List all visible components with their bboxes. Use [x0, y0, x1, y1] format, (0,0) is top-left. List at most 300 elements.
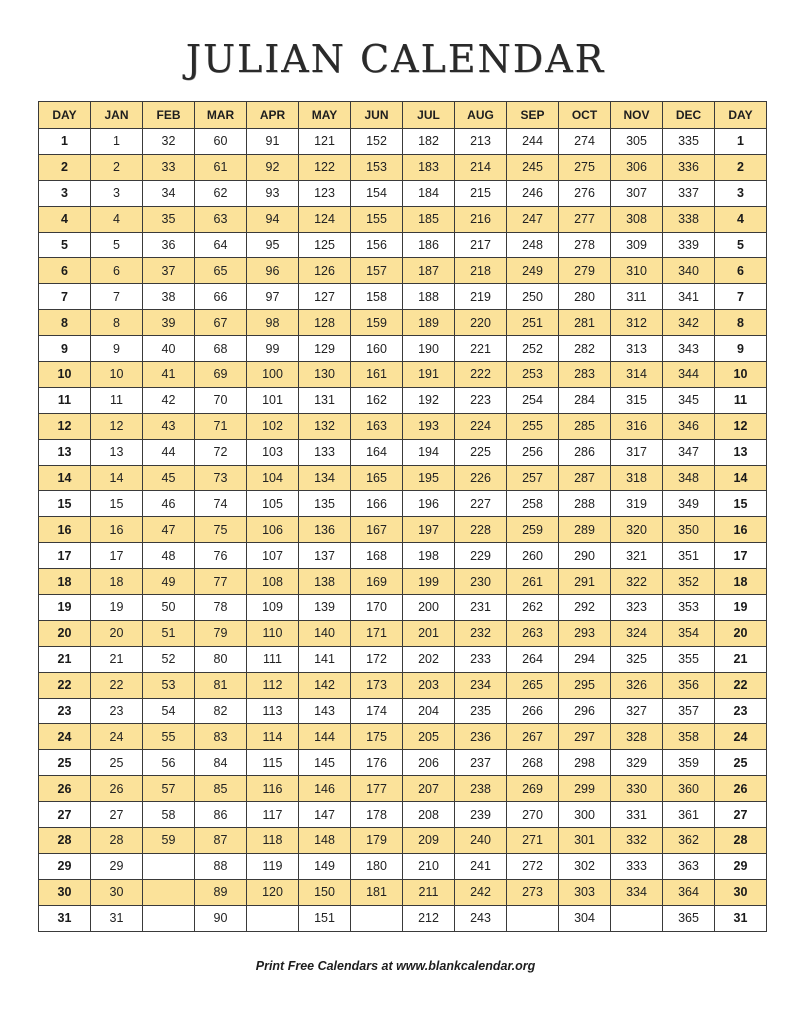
julian-day-cell: 283 — [559, 362, 611, 388]
julian-day-cell: 106 — [247, 517, 299, 543]
julian-day-cell: 21 — [91, 646, 143, 672]
julian-day-cell: 137 — [299, 543, 351, 569]
table-row — [39, 284, 767, 310]
julian-day-cell: 345 — [663, 387, 715, 413]
julian-day-cell: 118 — [247, 828, 299, 854]
julian-day-cell: 28 — [91, 828, 143, 854]
julian-day-cell: 313 — [611, 336, 663, 362]
julian-day-cell: 253 — [507, 362, 559, 388]
day-number-cell: 13 — [39, 439, 91, 465]
julian-day-cell: 22 — [91, 672, 143, 698]
julian-day-cell: 104 — [247, 465, 299, 491]
julian-day-cell: 24 — [91, 724, 143, 750]
julian-day-cell: 107 — [247, 543, 299, 569]
julian-day-cell: 268 — [507, 750, 559, 776]
day-number-cell: 30 — [715, 879, 767, 905]
julian-day-cell: 13 — [91, 439, 143, 465]
julian-day-cell: 362 — [663, 828, 715, 854]
day-number-cell: 29 — [715, 853, 767, 879]
julian-day-cell: 271 — [507, 828, 559, 854]
julian-day-cell: 196 — [403, 491, 455, 517]
header-row — [39, 102, 767, 129]
julian-day-cell: 276 — [559, 180, 611, 206]
julian-day-cell: 258 — [507, 491, 559, 517]
column-header-month: JAN — [91, 102, 143, 129]
julian-day-cell: 161 — [351, 362, 403, 388]
column-header-day: DAY — [39, 102, 91, 129]
table-row — [39, 879, 767, 905]
day-number-cell: 25 — [39, 750, 91, 776]
julian-day-cell: 29 — [91, 853, 143, 879]
julian-day-cell: 251 — [507, 310, 559, 336]
julian-day-cell: 254 — [507, 387, 559, 413]
julian-day-cell: 319 — [611, 491, 663, 517]
day-number-cell: 9 — [39, 336, 91, 362]
julian-day-cell: 135 — [299, 491, 351, 517]
julian-day-cell: 157 — [351, 258, 403, 284]
julian-day-cell: 130 — [299, 362, 351, 388]
julian-day-cell: 47 — [143, 517, 195, 543]
julian-day-cell: 124 — [299, 206, 351, 232]
julian-day-cell: 133 — [299, 439, 351, 465]
day-number-cell: 10 — [715, 362, 767, 388]
julian-day-cell: 209 — [403, 828, 455, 854]
julian-day-cell: 257 — [507, 465, 559, 491]
julian-day-cell: 151 — [299, 905, 351, 931]
julian-day-cell: 236 — [455, 724, 507, 750]
julian-day-cell: 171 — [351, 620, 403, 646]
julian-day-cell: 274 — [559, 129, 611, 155]
julian-day-cell: 105 — [247, 491, 299, 517]
julian-day-cell: 261 — [507, 569, 559, 595]
julian-day-cell: 50 — [143, 595, 195, 621]
day-number-cell: 15 — [39, 491, 91, 517]
julian-day-cell: 9 — [91, 336, 143, 362]
julian-day-cell: 45 — [143, 465, 195, 491]
day-number-cell: 1 — [39, 129, 91, 155]
julian-day-cell: 316 — [611, 413, 663, 439]
julian-day-cell: 321 — [611, 543, 663, 569]
julian-day-cell: 248 — [507, 232, 559, 258]
day-number-cell: 17 — [39, 543, 91, 569]
julian-day-cell: 333 — [611, 853, 663, 879]
julian-day-cell: 267 — [507, 724, 559, 750]
julian-day-cell: 76 — [195, 543, 247, 569]
table-row — [39, 310, 767, 336]
julian-day-cell: 175 — [351, 724, 403, 750]
day-number-cell: 11 — [39, 387, 91, 413]
julian-day-cell: 238 — [455, 776, 507, 802]
julian-day-cell: 98 — [247, 310, 299, 336]
julian-day-cell — [351, 905, 403, 931]
julian-day-cell: 341 — [663, 284, 715, 310]
julian-day-cell: 172 — [351, 646, 403, 672]
julian-day-cell: 178 — [351, 802, 403, 828]
julian-day-cell: 352 — [663, 569, 715, 595]
table-row — [39, 828, 767, 854]
julian-day-cell: 120 — [247, 879, 299, 905]
julian-day-cell: 288 — [559, 491, 611, 517]
julian-day-cell: 282 — [559, 336, 611, 362]
julian-day-cell: 222 — [455, 362, 507, 388]
julian-day-cell: 199 — [403, 569, 455, 595]
julian-day-cell — [611, 905, 663, 931]
julian-day-cell: 339 — [663, 232, 715, 258]
day-number-cell: 29 — [39, 853, 91, 879]
julian-day-cell: 277 — [559, 206, 611, 232]
julian-day-cell: 39 — [143, 310, 195, 336]
julian-day-cell: 43 — [143, 413, 195, 439]
julian-day-cell: 74 — [195, 491, 247, 517]
julian-day-cell: 27 — [91, 802, 143, 828]
julian-day-cell: 191 — [403, 362, 455, 388]
table-row — [39, 750, 767, 776]
julian-day-cell: 162 — [351, 387, 403, 413]
julian-day-cell: 64 — [195, 232, 247, 258]
julian-day-cell: 129 — [299, 336, 351, 362]
day-number-cell: 30 — [39, 879, 91, 905]
julian-day-cell: 328 — [611, 724, 663, 750]
julian-day-cell: 219 — [455, 284, 507, 310]
julian-day-cell: 160 — [351, 336, 403, 362]
table-row — [39, 362, 767, 388]
table-row — [39, 569, 767, 595]
julian-day-cell: 264 — [507, 646, 559, 672]
julian-day-cell: 12 — [91, 413, 143, 439]
table-row — [39, 905, 767, 931]
julian-day-cell: 122 — [299, 154, 351, 180]
julian-day-cell: 116 — [247, 776, 299, 802]
julian-day-cell: 7 — [91, 284, 143, 310]
julian-day-cell: 69 — [195, 362, 247, 388]
julian-day-cell: 146 — [299, 776, 351, 802]
julian-day-cell: 234 — [455, 672, 507, 698]
julian-day-cell: 272 — [507, 853, 559, 879]
day-number-cell: 5 — [39, 232, 91, 258]
day-number-cell: 20 — [715, 620, 767, 646]
julian-day-cell: 181 — [351, 879, 403, 905]
julian-day-cell: 262 — [507, 595, 559, 621]
julian-day-cell: 57 — [143, 776, 195, 802]
julian-day-cell: 314 — [611, 362, 663, 388]
julian-day-cell: 311 — [611, 284, 663, 310]
day-number-cell: 21 — [715, 646, 767, 672]
julian-day-cell: 111 — [247, 646, 299, 672]
day-number-cell: 5 — [715, 232, 767, 258]
julian-day-cell: 102 — [247, 413, 299, 439]
table-row — [39, 620, 767, 646]
day-number-cell: 24 — [39, 724, 91, 750]
julian-day-cell: 263 — [507, 620, 559, 646]
column-header-month: MAR — [195, 102, 247, 129]
julian-day-cell: 65 — [195, 258, 247, 284]
julian-day-cell: 320 — [611, 517, 663, 543]
day-number-cell: 19 — [39, 595, 91, 621]
julian-day-cell: 214 — [455, 154, 507, 180]
day-number-cell: 14 — [39, 465, 91, 491]
julian-day-cell: 233 — [455, 646, 507, 672]
julian-day-cell: 15 — [91, 491, 143, 517]
julian-day-cell: 315 — [611, 387, 663, 413]
julian-day-cell: 8 — [91, 310, 143, 336]
table-row — [39, 517, 767, 543]
table-row — [39, 698, 767, 724]
julian-day-cell: 194 — [403, 439, 455, 465]
day-number-cell: 18 — [39, 569, 91, 595]
julian-day-cell: 159 — [351, 310, 403, 336]
julian-day-cell: 202 — [403, 646, 455, 672]
julian-day-cell: 291 — [559, 569, 611, 595]
julian-day-cell: 1 — [91, 129, 143, 155]
julian-day-cell: 224 — [455, 413, 507, 439]
day-number-cell: 22 — [715, 672, 767, 698]
julian-day-cell: 53 — [143, 672, 195, 698]
day-number-cell: 15 — [715, 491, 767, 517]
julian-day-cell: 84 — [195, 750, 247, 776]
julian-day-cell: 128 — [299, 310, 351, 336]
julian-day-cell: 73 — [195, 465, 247, 491]
julian-day-cell: 145 — [299, 750, 351, 776]
julian-day-cell: 310 — [611, 258, 663, 284]
julian-day-cell: 220 — [455, 310, 507, 336]
julian-day-cell: 49 — [143, 569, 195, 595]
julian-day-cell: 141 — [299, 646, 351, 672]
julian-day-cell: 342 — [663, 310, 715, 336]
day-number-cell: 18 — [715, 569, 767, 595]
julian-day-cell: 279 — [559, 258, 611, 284]
julian-day-cell: 184 — [403, 180, 455, 206]
julian-day-cell: 30 — [91, 879, 143, 905]
day-number-cell: 9 — [715, 336, 767, 362]
day-number-cell: 3 — [39, 180, 91, 206]
julian-day-cell: 134 — [299, 465, 351, 491]
julian-day-cell: 100 — [247, 362, 299, 388]
table-row — [39, 672, 767, 698]
julian-day-cell: 2 — [91, 154, 143, 180]
julian-day-cell — [143, 879, 195, 905]
footer-text: Print Free Calendars at www.blankcalendar.org — [255, 959, 536, 973]
day-number-cell: 4 — [715, 206, 767, 232]
day-number-cell: 7 — [715, 284, 767, 310]
table-row — [39, 439, 767, 465]
julian-day-cell: 337 — [663, 180, 715, 206]
julian-day-cell: 349 — [663, 491, 715, 517]
day-number-cell: 22 — [39, 672, 91, 698]
julian-day-cell: 110 — [247, 620, 299, 646]
julian-day-cell: 183 — [403, 154, 455, 180]
julian-day-cell: 364 — [663, 879, 715, 905]
julian-day-cell: 152 — [351, 129, 403, 155]
julian-day-cell: 60 — [195, 129, 247, 155]
day-number-cell: 31 — [715, 905, 767, 931]
column-header-month: MAY — [299, 102, 351, 129]
table-body — [39, 129, 767, 932]
julian-day-cell: 205 — [403, 724, 455, 750]
julian-day-cell: 182 — [403, 129, 455, 155]
julian-day-cell: 193 — [403, 413, 455, 439]
julian-day-cell: 66 — [195, 284, 247, 310]
julian-day-cell: 309 — [611, 232, 663, 258]
julian-day-cell: 255 — [507, 413, 559, 439]
julian-day-cell: 119 — [247, 853, 299, 879]
julian-day-cell: 180 — [351, 853, 403, 879]
julian-day-cell: 113 — [247, 698, 299, 724]
julian-day-cell: 149 — [299, 853, 351, 879]
day-number-cell: 6 — [39, 258, 91, 284]
julian-day-cell: 123 — [299, 180, 351, 206]
julian-day-cell: 150 — [299, 879, 351, 905]
table-row — [39, 180, 767, 206]
julian-day-cell: 215 — [455, 180, 507, 206]
julian-day-cell: 229 — [455, 543, 507, 569]
julian-day-cell: 297 — [559, 724, 611, 750]
julian-day-cell: 266 — [507, 698, 559, 724]
julian-day-cell: 140 — [299, 620, 351, 646]
julian-day-cell: 167 — [351, 517, 403, 543]
julian-day-cell: 242 — [455, 879, 507, 905]
julian-day-cell: 203 — [403, 672, 455, 698]
julian-day-cell: 169 — [351, 569, 403, 595]
julian-day-cell: 62 — [195, 180, 247, 206]
julian-day-cell: 148 — [299, 828, 351, 854]
julian-day-cell: 155 — [351, 206, 403, 232]
julian-day-cell: 332 — [611, 828, 663, 854]
julian-day-cell: 20 — [91, 620, 143, 646]
julian-day-cell: 97 — [247, 284, 299, 310]
julian-day-cell: 59 — [143, 828, 195, 854]
julian-day-cell: 195 — [403, 465, 455, 491]
day-number-cell: 4 — [39, 206, 91, 232]
julian-day-cell: 86 — [195, 802, 247, 828]
julian-day-cell: 299 — [559, 776, 611, 802]
julian-day-cell: 4 — [91, 206, 143, 232]
julian-day-cell: 361 — [663, 802, 715, 828]
julian-day-cell: 312 — [611, 310, 663, 336]
julian-day-cell: 11 — [91, 387, 143, 413]
julian-day-cell: 189 — [403, 310, 455, 336]
julian-day-cell: 249 — [507, 258, 559, 284]
julian-calendar-table — [38, 101, 767, 932]
julian-day-cell: 77 — [195, 569, 247, 595]
julian-day-cell: 344 — [663, 362, 715, 388]
julian-day-cell: 187 — [403, 258, 455, 284]
julian-day-cell: 330 — [611, 776, 663, 802]
day-number-cell: 16 — [715, 517, 767, 543]
julian-day-cell: 298 — [559, 750, 611, 776]
julian-day-cell: 295 — [559, 672, 611, 698]
julian-day-cell: 207 — [403, 776, 455, 802]
julian-day-cell: 331 — [611, 802, 663, 828]
julian-day-cell: 355 — [663, 646, 715, 672]
table-row — [39, 776, 767, 802]
julian-day-cell — [507, 905, 559, 931]
day-number-cell: 19 — [715, 595, 767, 621]
julian-day-cell: 101 — [247, 387, 299, 413]
julian-day-cell: 346 — [663, 413, 715, 439]
julian-day-cell: 72 — [195, 439, 247, 465]
julian-day-cell: 91 — [247, 129, 299, 155]
julian-day-cell: 329 — [611, 750, 663, 776]
julian-day-cell: 259 — [507, 517, 559, 543]
table-row — [39, 154, 767, 180]
julian-day-cell: 227 — [455, 491, 507, 517]
julian-day-cell: 125 — [299, 232, 351, 258]
julian-day-cell: 360 — [663, 776, 715, 802]
julian-day-cell: 284 — [559, 387, 611, 413]
table-row — [39, 543, 767, 569]
julian-day-cell: 228 — [455, 517, 507, 543]
day-number-cell: 26 — [39, 776, 91, 802]
day-number-cell: 7 — [39, 284, 91, 310]
julian-day-cell: 177 — [351, 776, 403, 802]
julian-day-cell: 173 — [351, 672, 403, 698]
julian-day-cell: 325 — [611, 646, 663, 672]
julian-day-cell: 35 — [143, 206, 195, 232]
julian-day-cell: 168 — [351, 543, 403, 569]
julian-day-cell: 237 — [455, 750, 507, 776]
julian-day-cell: 127 — [299, 284, 351, 310]
julian-day-cell: 302 — [559, 853, 611, 879]
julian-day-cell: 138 — [299, 569, 351, 595]
julian-day-cell: 67 — [195, 310, 247, 336]
julian-day-cell: 136 — [299, 517, 351, 543]
julian-day-cell: 232 — [455, 620, 507, 646]
day-number-cell: 28 — [39, 828, 91, 854]
julian-day-cell: 179 — [351, 828, 403, 854]
julian-day-cell: 285 — [559, 413, 611, 439]
julian-day-cell: 213 — [455, 129, 507, 155]
julian-day-cell: 240 — [455, 828, 507, 854]
julian-day-cell: 292 — [559, 595, 611, 621]
julian-day-cell: 3 — [91, 180, 143, 206]
julian-day-cell: 354 — [663, 620, 715, 646]
julian-day-cell: 244 — [507, 129, 559, 155]
julian-day-cell: 273 — [507, 879, 559, 905]
julian-day-cell: 63 — [195, 206, 247, 232]
julian-day-cell: 185 — [403, 206, 455, 232]
julian-day-cell: 200 — [403, 595, 455, 621]
julian-day-cell: 318 — [611, 465, 663, 491]
julian-day-cell: 305 — [611, 129, 663, 155]
day-number-cell: 28 — [715, 828, 767, 854]
column-header-month: AUG — [455, 102, 507, 129]
julian-day-cell: 80 — [195, 646, 247, 672]
julian-day-cell: 351 — [663, 543, 715, 569]
julian-day-cell: 334 — [611, 879, 663, 905]
julian-day-cell: 108 — [247, 569, 299, 595]
julian-day-cell: 36 — [143, 232, 195, 258]
julian-day-cell: 38 — [143, 284, 195, 310]
julian-day-cell: 356 — [663, 672, 715, 698]
julian-day-cell: 265 — [507, 672, 559, 698]
julian-day-cell: 41 — [143, 362, 195, 388]
julian-day-cell: 230 — [455, 569, 507, 595]
julian-day-cell: 25 — [91, 750, 143, 776]
day-number-cell: 3 — [715, 180, 767, 206]
julian-day-cell: 165 — [351, 465, 403, 491]
column-header-day: DAY — [715, 102, 767, 129]
day-number-cell: 16 — [39, 517, 91, 543]
julian-day-cell: 158 — [351, 284, 403, 310]
julian-day-cell: 81 — [195, 672, 247, 698]
table-row — [39, 387, 767, 413]
julian-day-cell: 142 — [299, 672, 351, 698]
table-row — [39, 646, 767, 672]
julian-day-cell: 206 — [403, 750, 455, 776]
julian-day-cell: 343 — [663, 336, 715, 362]
julian-day-cell: 6 — [91, 258, 143, 284]
table-row — [39, 491, 767, 517]
